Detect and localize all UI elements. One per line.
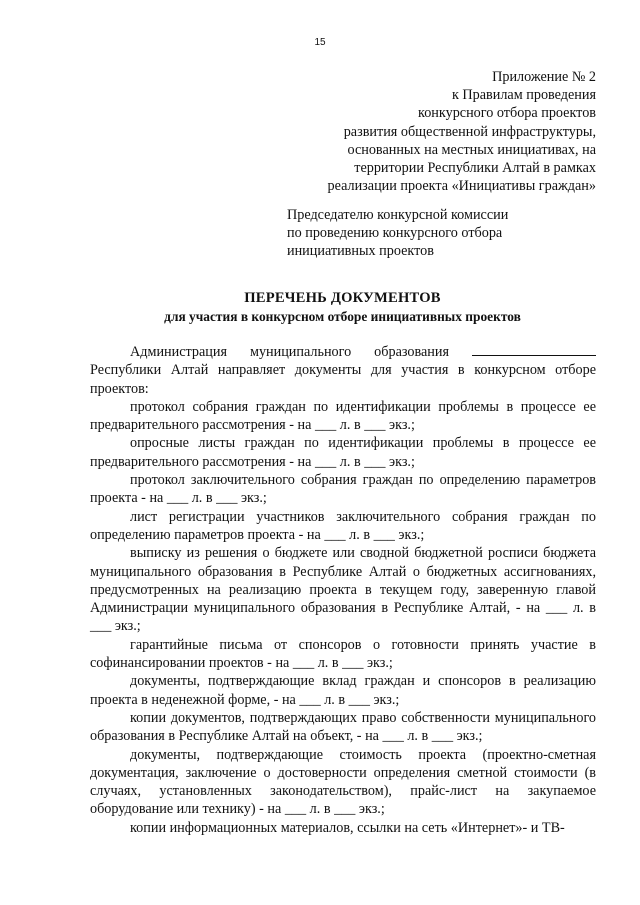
document-title: ПЕРЕЧЕНЬ ДОКУМЕНТОВ: [244, 290, 441, 306]
list-item: опросные листы граждан по идентификации проблемы в процессе ее предварительного рассмотрения - на ___ л. в ___ экз.;: [90, 435, 596, 470]
addressee-line: Председателю конкурсной комиссии: [287, 207, 509, 223]
annex-line: конкурсного отбора проектов: [418, 105, 596, 122]
annex-line: основанных на местных инициативах, на: [347, 141, 596, 158]
document-body: [90, 343, 596, 837]
document-heading: [90, 289, 595, 326]
annex-line: к Правилам проведения: [451, 87, 596, 104]
list-item: протокол заключительного собрания граждан по определению параметров проекта - на ___ л. в ___ экз.;: [90, 472, 596, 507]
list-item: выписку из решения о бюджете или сводной бюджетной росписи бюджета муниципального образования в Республике Алтай о бюджетных ассигнованиях, предусмотренных на реализацию проекта в текущем году, заверенную главой Администрации муниципального образования в Республике Алтай, - на ___ л. в ___ экз.;: [90, 545, 596, 635]
list-item: протокол собрания граждан по идентификации проблемы в процессе ее предварительного рассмотрения - на ___ л. в ___ экз.;: [90, 398, 596, 434]
annex-line: Приложение № 2: [492, 69, 596, 85]
intro-paragraph: [90, 343, 596, 398]
list-item: копии документов, подтверждающих право собственности муниципального образования в Республике Алтай на объект, - на ___ л. в ___ экз.;: [90, 709, 596, 745]
addressee-line: по проведению конкурсного отбора: [287, 225, 503, 242]
annex-line: развития общественной инфраструктуры,: [343, 123, 596, 140]
intro-text-start: Администрация муниципального образования: [130, 344, 472, 360]
annex-line: реализации проекта «Инициативы граждан»: [327, 178, 596, 195]
list-item: документы, подтверждающие вклад граждан и спонсоров в реализацию проекта в неденежной форме, - на ___ л. в ___ экз.;: [90, 673, 596, 708]
document-subtitle: для участия в конкурсном отборе инициативных проектов: [164, 309, 521, 324]
annex-line: территории Республики Алтай в рамках: [354, 160, 596, 177]
intro-text-end: Республики Алтай направляет документы для участия в конкурсном отборе проектов:: [90, 362, 596, 397]
list-item: копии информационных материалов, ссылки на сеть «Интернет»- и ТВ-: [130, 819, 565, 836]
municipality-blank-line: [472, 343, 596, 356]
list-item: документы, подтверждающие стоимость проекта (проектно-сметная документация, заключение о достоверности определения сметной стоимости (в случаях, установленных законодательством), прайс-лист на закупаемое оборудование или технику) - на ___ л. в ___ экз.;: [90, 746, 596, 818]
addressee-block: [287, 206, 607, 261]
annex-header: [196, 68, 596, 195]
list-item: лист регистрации участников заключительного собрания граждан по определению параметров проекта - на ___ л. в ___ экз.;: [90, 508, 596, 543]
list-item: гарантийные письма от спонсоров о готовности принять участие в софинансировании проектов - на ___ л. в ___ экз.;: [90, 636, 596, 672]
addressee-line: инициативных проектов: [287, 243, 434, 260]
page-number: 15: [314, 37, 326, 48]
